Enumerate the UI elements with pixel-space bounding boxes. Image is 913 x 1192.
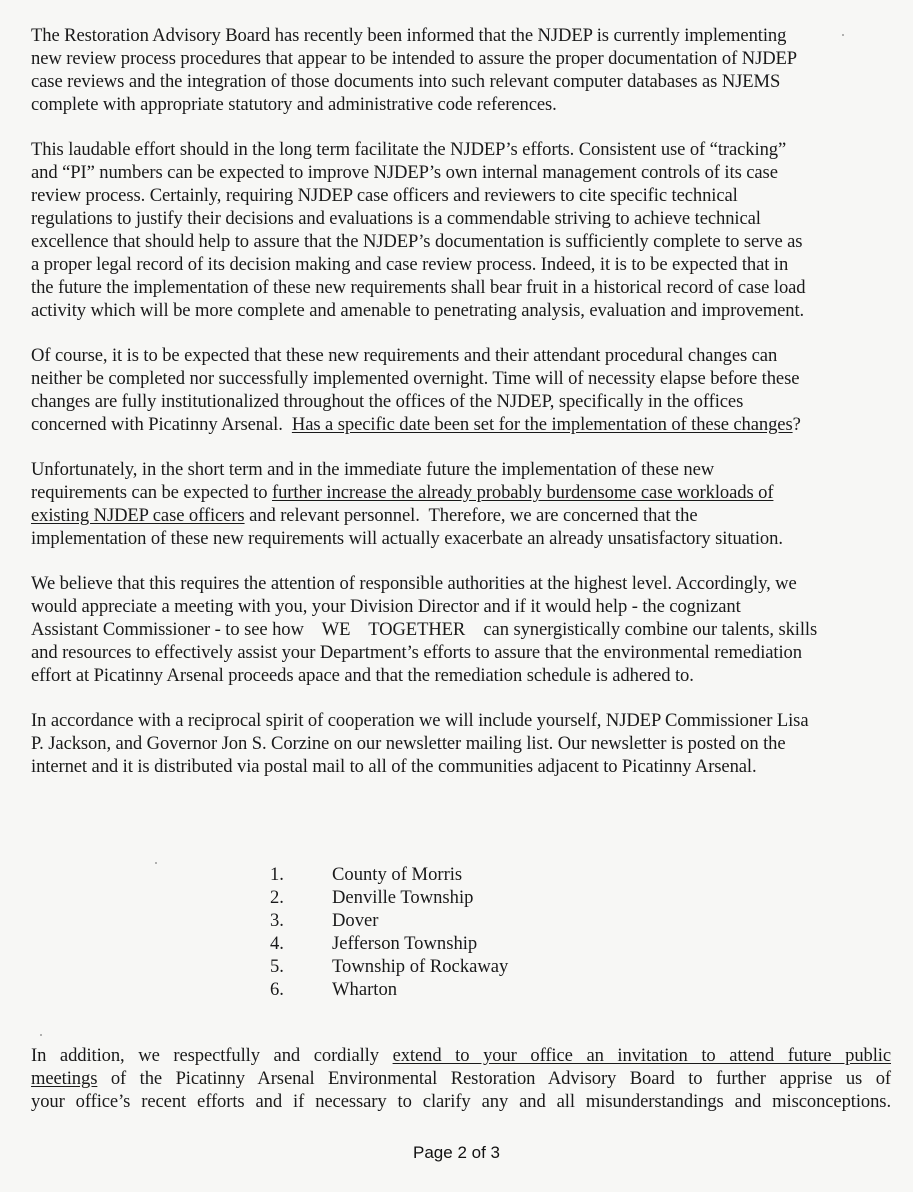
list-number: 1. (270, 864, 284, 885)
text-segment: ? (792, 414, 801, 435)
scan-speck (155, 862, 157, 864)
text-line: In accordance with a reciprocal spirit of cooperation we will include yourself, NJDEP Commissioner Lisa (31, 710, 809, 731)
text-line: Of course, it is to be expected that these new requirements and their attendant procedural changes can (31, 345, 778, 366)
text-line: regulations to justify their decisions and evaluations is a commendable striving to achieve technical (31, 208, 761, 229)
text-line: This laudable effort should in the long term facilitate the NJDEP’s efforts. Consistent use of “tracking” (31, 139, 787, 160)
list-number: 5. (270, 956, 284, 977)
text-line (31, 413, 891, 436)
text-line: and “PI” numbers can be expected to improve NJDEP’s own internal management controls of its case (31, 162, 778, 183)
paragraph-unfortunately (31, 458, 891, 550)
paragraph-intro (31, 24, 891, 116)
text-line: activity which will be more complete and amenable to penetrating analysis, evaluation and improvement. (31, 300, 805, 321)
list-item (270, 955, 508, 978)
list-item (270, 932, 508, 955)
list-number: 6. (270, 979, 284, 1000)
list-label: Dover (332, 910, 379, 931)
list-label: Township of Rockaway (332, 956, 509, 977)
list-label: County of Morris (332, 864, 463, 885)
text-line: We believe that this requires the attention of responsible authorities at the highest level. Accordingly, we (31, 573, 797, 594)
text-line: case reviews and the integration of those documents into such relevant computer databases as NJEMS (31, 71, 781, 92)
text-line: new review process procedures that appear to be intended to assure the proper documentation of NJDEP (31, 48, 798, 69)
paragraph-laudable-effort (31, 138, 891, 322)
list-item (270, 978, 508, 1001)
list-number: 2. (270, 887, 284, 908)
text-segment: In addition, we respectfully and cordially (31, 1045, 393, 1066)
text-segment: concerned with Picatinny Arsenal. (31, 414, 292, 435)
scan-speck (842, 34, 844, 36)
document-page (31, 24, 891, 800)
page-number-footer: Page 2 of 3 (413, 1143, 500, 1162)
underlined-emphasis: existing NJDEP case officers (31, 505, 245, 526)
text-line: review process. Certainly, requiring NJDEP case officers and reviewers to cite specific technical (31, 185, 738, 206)
paragraph-of-course (31, 344, 891, 436)
list-item (270, 886, 508, 909)
text-segment: and relevant personnel. Therefore, we are concerned that the (244, 505, 698, 526)
underlined-invitation: extend to your office an invitation to attend future public (392, 1045, 892, 1066)
text-line: implementation of these new requirements will actually exacerbate an already unsatisfactory situation. (31, 528, 783, 549)
text-line (31, 481, 891, 504)
list-item (270, 863, 508, 886)
text-line: and resources to effectively assist your Department’s efforts to assure that the environmental remediation (31, 642, 802, 663)
list-number: 4. (270, 933, 284, 954)
text-line: changes are fully institutionalized throughout the offices of the NJDEP, specifically in the offices (31, 391, 744, 412)
text-segment: of the Picatinny Arsenal Environmental Restoration Advisory Board to further apprise us of (97, 1068, 891, 1089)
list-item (270, 909, 508, 932)
scan-speck (40, 1034, 42, 1036)
list-label: Denville Township (332, 887, 474, 908)
list-label: Jefferson Township (332, 933, 478, 954)
text-line: your office’s recent efforts and if necessary to clarify any and all misunderstandings and misconceptions. (31, 1091, 891, 1112)
communities-list (270, 863, 508, 1001)
paragraph-we-believe (31, 572, 891, 687)
text-line: effort at Picatinny Arsenal proceeds apace and that the remediation schedule is adhered to. (31, 665, 694, 686)
paragraph-invitation (31, 1044, 891, 1113)
paragraph-newsletter (31, 709, 891, 778)
text-line: a proper legal record of its decision making and case review process. Indeed, it is to be expected that in (31, 254, 789, 275)
text-line: neither be completed nor successfully implemented overnight. Time will of necessity elapse before these (31, 368, 800, 389)
text-line: complete with appropriate statutory and administrative code references. (31, 94, 557, 115)
text-line: would appreciate a meeting with you, your Division Director and if it would help - the cognizant (31, 596, 741, 617)
text-line (31, 1067, 891, 1090)
text-line (31, 504, 891, 527)
list-number: 3. (270, 910, 284, 931)
text-line: P. Jackson, and Governor Jon S. Corzine on our newsletter mailing list. Our newsletter is posted on the (31, 733, 786, 754)
underlined-question: Has a specific date been set for the implementation of these changes (291, 414, 793, 435)
text-line: the future the implementation of these new requirements shall bear fruit in a historical record of case load (31, 277, 806, 298)
text-segment: requirements can be expected to (31, 482, 272, 503)
text-line (31, 1044, 891, 1067)
text-line: internet and it is distributed via postal mail to all of the communities adjacent to Picatinny Arsenal. (31, 756, 757, 777)
text-line: Unfortunately, in the short term and in the immediate future the implementation of these new (31, 459, 715, 480)
text-line: The Restoration Advisory Board has recently been informed that the NJDEP is currently implementing (31, 25, 787, 46)
text-line: excellence that should help to assure that the NJDEP’s documentation is sufficiently complete to serve as (31, 231, 803, 252)
list-label: Wharton (332, 979, 398, 1000)
underlined-invitation: meetings (31, 1068, 98, 1089)
text-line: Assistant Commissioner - to see how WE TOGETHER can synergistically combine our talents, skills (31, 619, 818, 640)
underlined-emphasis: further increase the already probably burdensome case workloads of (272, 482, 774, 503)
